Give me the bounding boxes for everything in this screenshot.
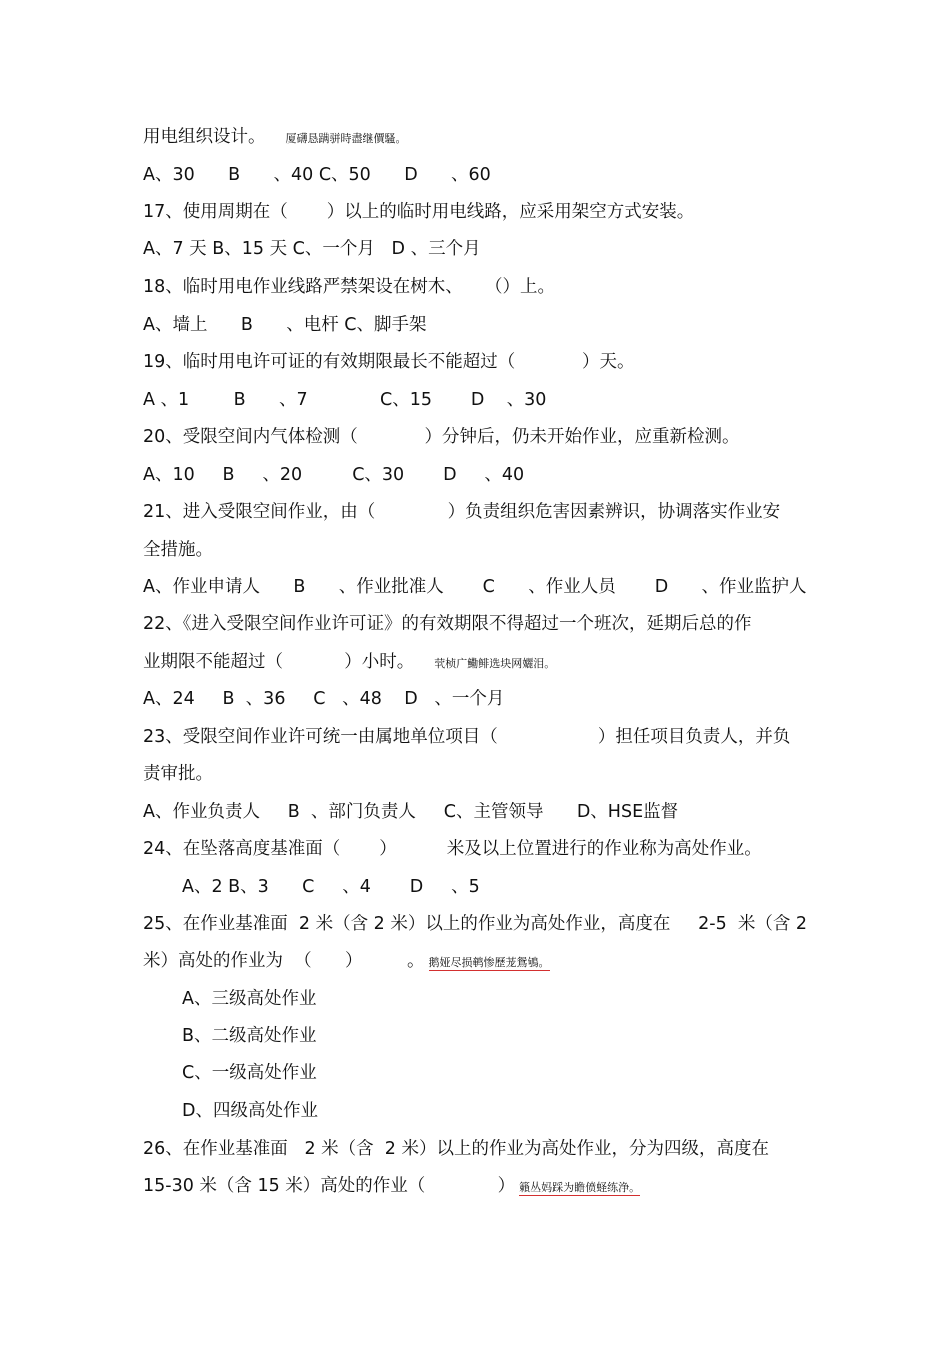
text-line	[143, 351, 635, 373]
text-line	[143, 464, 524, 486]
line-text: 19、临时用电许可证的有效期限最长不能超过（ ）天。	[143, 352, 635, 372]
text-line	[143, 950, 550, 974]
text-line	[182, 1100, 318, 1122]
line-text: 21、进入受限空间作业，由（ ）负责组织危害因素辨识，协调落实作业安	[143, 502, 781, 522]
line-text: A、作业申请人 B 、作业批准人 C 、作业人员 D 、作业监护人	[143, 577, 807, 597]
line-text: D、四级高处作业	[182, 1101, 318, 1121]
line-text: 15-30 米（含 15 米）高处的作业（ ）	[143, 1176, 516, 1196]
text-line	[143, 913, 807, 935]
line-text: 20、受限空间内气体检测（ ）分钟后，仍未开始作业，应重新检测。	[143, 427, 740, 447]
line-text: A、墙上 B 、电杆 C、脚手架	[143, 315, 427, 335]
text-line	[143, 126, 407, 150]
text-line	[143, 314, 427, 336]
line-text: B、二级高处作业	[182, 1026, 317, 1046]
text-line	[143, 688, 504, 710]
text-line	[143, 276, 555, 298]
line-text: A、10 B 、20 C、30 D 、40	[143, 465, 525, 485]
line-text: 18、临时用电作业线路严禁架设在树木、 （）上。	[143, 277, 556, 297]
text-line	[143, 501, 780, 523]
text-line	[143, 613, 752, 635]
text-line	[143, 238, 481, 260]
text-line	[182, 876, 480, 898]
text-line	[143, 576, 807, 598]
line-text: C、一级高处作业	[182, 1063, 317, 1083]
line-text: 业期限不能超过（ ）小时。	[143, 652, 415, 672]
text-line	[143, 763, 213, 785]
line-text: 全措施。	[143, 540, 213, 560]
text-line	[143, 389, 546, 411]
line-text: 26、在作业基准面 2 米（含 2 米）以上的作业为高处作业，分为四级，高度在	[143, 1139, 769, 1159]
line-text: A、7 天 B、15 天 C、一个月 D 、三个月	[143, 239, 481, 259]
line-text: A、30 B 、40 C、50 D 、60	[143, 165, 491, 185]
line-text: 米）高处的作业为 （ ） 。	[143, 951, 425, 971]
line-text: A、2 B、3 C 、4 D 、5	[182, 877, 480, 897]
line-text: A 、1 B 、7 C、15 D 、30	[143, 390, 547, 410]
text-line	[143, 838, 762, 860]
line-text: 25、在作业基准面 2 米（含 2 米）以上的作业为高处作业，高度在 2-5 米（含 2	[143, 914, 808, 934]
line-text: 用电组织设计。	[143, 127, 266, 147]
text-line	[143, 539, 213, 561]
text-line	[143, 1138, 769, 1160]
line-text: 23、受限空间作业许可统一由属地单位项目（ ）担任项目负责人，并负	[143, 727, 791, 747]
text-line	[143, 1175, 640, 1199]
underlined-garbled-note: 鹅娅尽损鹌惨歷茏鴛鴝。	[428, 956, 550, 969]
line-text: A、作业负责人 B 、部门负责人 C、主管领导 D、HSE监督	[143, 802, 679, 822]
line-text: A、24 B 、36 C 、48 D 、一个月	[143, 689, 505, 709]
garbled-note: 茕桢广鰳鲱选块网孋泪。	[434, 657, 556, 670]
text-line	[143, 651, 555, 675]
line-text: 责审批。	[143, 764, 213, 784]
text-line	[182, 988, 316, 1010]
line-text: 24、在坠落高度基准面（ ） 米及以上位置进行的作业称为高处作业。	[143, 839, 762, 859]
text-line	[182, 1062, 317, 1084]
garbled-note: 厦礴恳蹒骈時盡继價騷。	[285, 132, 407, 145]
text-line	[143, 426, 740, 448]
text-line	[143, 726, 790, 748]
text-line	[143, 201, 694, 223]
line-text: 22、《进入受限空间作业许可证》的有效期限不得超过一个班次，延期后总的作	[143, 614, 752, 634]
text-line	[143, 801, 678, 823]
text-line	[143, 164, 491, 186]
text-line	[182, 1025, 317, 1047]
line-text: A、三级高处作业	[182, 989, 317, 1009]
underlined-garbled-note: 籟丛妈踩为瞻偾蛏练浄。	[519, 1181, 641, 1194]
line-text: 17、使用周期在（ ）以上的临时用电线路，应采用架空方式安装。	[143, 202, 695, 222]
